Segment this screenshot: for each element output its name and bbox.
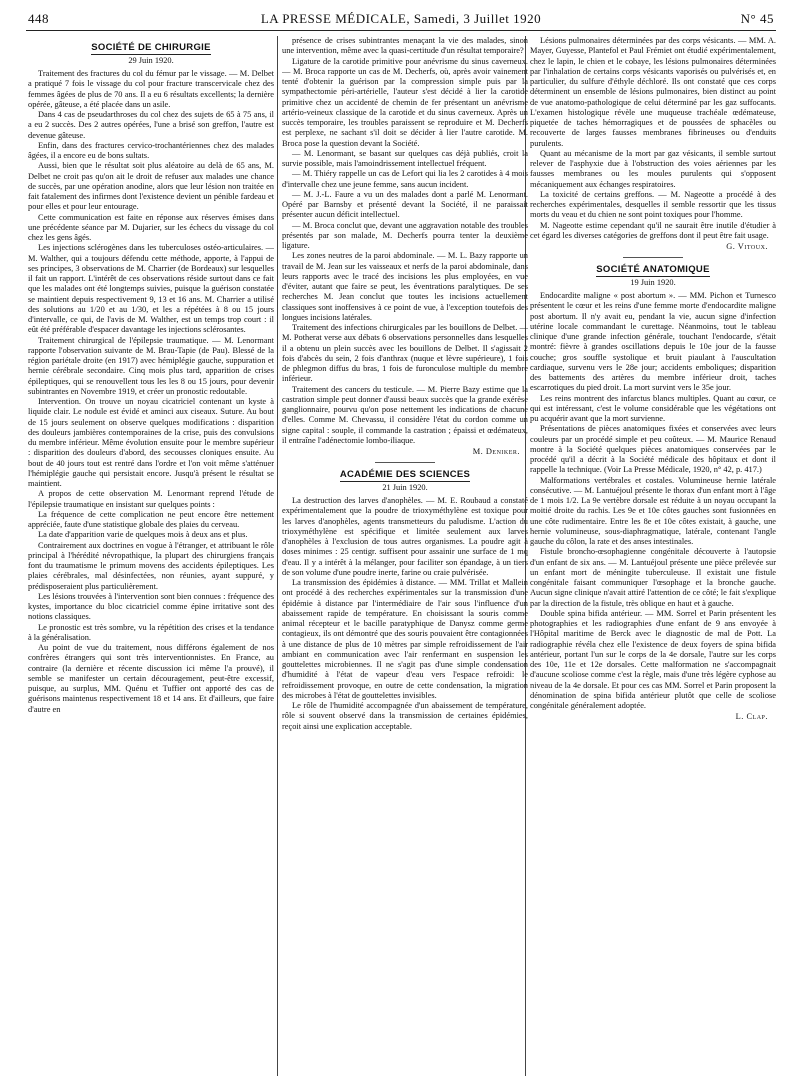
section-date: 21 Juin 1920. xyxy=(382,483,428,492)
paragraph: Traitement des fractures du col du fémur par le vissage. — M. Delbet a pratiqué 7 fois le vissage du col pour fracture transcervicale chez des femmes âgées de plus de 70 ans. Il a eu 6 résultats excellents; la dernière opérée, gâteuse, a été placée dans un asile. xyxy=(28,69,274,109)
paragraph: La date d'apparition varie de quelques mois à deux ans et plus. xyxy=(38,530,248,540)
page-number: 448 xyxy=(28,11,49,26)
author-signature: G. Vitoux. xyxy=(726,242,768,251)
paragraph: Traitement chirurgical de l'épilepsie traumatique. — M. Lenormant rapporte l'observation suivante de M. Brau-Tapie (de Pau). Blessé de la région pariétale droite (en 1917) avec hémiplégie gauche, suppuration et hernie cérébrale secondaire. Cinq mois plus tard, apparition de crises épileptiques, qui se renouvellent tous les les 8 ou 15 jours, pour devenir subintrantes en Novembre 1919, et créer un pronostic redoutable. xyxy=(28,335,274,396)
header-rule xyxy=(26,30,776,31)
paragraph: La transmission des épidémies à distance. — MM. Trillat et Mallein ont procédé à des recherches expérimentales sur la transmission d'une épidémie à distance par l'intermédiaire de l'air sous l'influence d'un abaissement rapide de température. En choisissant la souris comme animal récepteur et le bacille paratyphique de Danysz comme germe contagieux, ils ont démontré que des souris pouvaient être contagionnées à une distance de plus de 10 mètres par simple refroidissement de l'air ambiant en communication avec l'air renfermant en suspension les gouttelettes microbiennes. Il ne s'agit pas d'une simple condensation d'humidité à l'état de vapeur d'eau vers l'espace refroidi: le refroidissement provoque, en outre de cette condensation, la migration des microbes à l'état de gouttelettes invisibles. xyxy=(282,578,528,700)
paragraph: Fistule broncho-œsophagienne congénitale découverte à l'autopsie d'un enfant de six ans. — M. Lantuéjoul présente une pièce prélevée sur un enfant mort de méningite tuberculeuse. Il existait une fistule congénitale faisant communiquer l'œsophage et la bronche gauche. Aucun signe clinique n'avait attiré l'attention de ce côté; le fait s'explique par la direction de la fistule, très oblique en haut et à gauche. xyxy=(530,547,776,608)
paragraph: A propos de cette observation M. Lenormant reprend l'étude de l'épilepsie traumatique en insistant sur quelques points : xyxy=(28,489,274,509)
page-header xyxy=(28,11,774,31)
col3-body-2 xyxy=(530,291,776,711)
column-3 xyxy=(530,36,776,1076)
column-separator xyxy=(277,36,278,1076)
paragraph: Le rôle de l'humidité accompagnée d'un abaissement de température, rôle si souvent observé dans la transmission de certaines épidémies, reçoit ainsi une explication acceptable. xyxy=(282,701,528,731)
paragraph: Dans 4 cas de pseudarthroses du col chez des sujets de 65 à 75 ans, il a eu 2 succès. Des 2 autres opérées, l'une a brisé son greffon, l'autre est devenue gâteuse. xyxy=(28,110,274,140)
paragraph: Traitement des infections chirurgicales par les bouillons de Delbet. — M. Potherat verse aux débats 6 observations personnelles dans lesquelles il a obtenu un plein succès avec les bouillons de Delbet. Il s'agissait 2 fois d'abcès du sein, 2 fois d'anthrax (nuque et lèvre supérieure), 1 fois de phlegmon diffus du bras, 1 fois de furonculose multiple du membre inférieur. xyxy=(282,323,528,384)
paragraph: Enfin, dans des fractures cervico-trochantériennes chez des malades âgées, il a encore eu de bons sultats. xyxy=(28,140,274,160)
section-title: SOCIÉTÉ DE CHIRURGIE xyxy=(91,42,211,53)
section-title: ACADÉMIE DES SCIENCES xyxy=(339,469,471,480)
paragraph: — M. Broca conclut que, devant une aggravation notable des troubles présentés par son malade, M. Decherfs pourra tenter la deuxième ligature. xyxy=(282,220,528,250)
column-1 xyxy=(28,36,274,1076)
paragraph: Les reins montrent des infarctus blancs multiples. Quant au cœur, ce qui est intéressant, c'est le volume considérable que les végétations ont pu acquérir avant que la mort survienne. xyxy=(530,393,776,423)
col2-body xyxy=(282,36,528,446)
paragraph: Les lésions trouvées à l'intervention sont bien connues : fréquence des kystes, importance du bloc cicatriciel comme épine irritative sont des notions classiques. xyxy=(28,591,274,622)
paragraph: Présentations de pièces anatomiques fixées et conservées avec leurs couleurs par un procédé simple et peu coûteux. — M. Maurice Renaud montre à la Société quelques pièces anatomiques conservées par le procédé qu'il a décrit à la Société médicale des hôpitaux et dont il rappelle la technique. (Voir La Presse Médicale, 1920, n° 42, p. 417.) xyxy=(530,424,776,475)
paragraph: Quant au mécanisme de la mort par gaz vésicants, il semble surtout relever de l'asphyxie due à l'obstruction des voies aériennes par les fausses membranes ou les moules purulents qui s'opposent mécaniquement aux échanges respiratoires. xyxy=(530,148,776,189)
paragraph: Au point de vue du traitement, nous différons également de nos confrères étrangers qui sont très interventionnistes. En France, au contraire (la dernière et récente discussion ici même l'a prouvé), il semble se manifester un certain découragement, peut-être excessif, puisque, au surplus, MM. Quénu et Tuffier ont apporté des cas de guérisons maintenus respectivement 18 et 14 ans. Et d'ailleurs, que faire d'autre en xyxy=(28,643,274,714)
paragraph: Aussi, bien que le résultat soit plus aléatoire au delà de 65 ans, M. Delbet ne croit pas qu'on ait le droit de refuser aux malades une chance de succès, par une opération anodine, alors que leur lésion non traitée en fait fatalement des infirmes dont l'existence devient un pénible fardeau et pour elles et pour leur entourage. xyxy=(28,161,274,212)
paragraph: — M. Thiéry rappelle un cas de Lefort qui lia les 2 carotides à 4 mois d'intervalle chez une jeune femme, sans aucun incident. xyxy=(282,169,528,189)
journal-title: LA PRESSE MÉDICALE, Samedi, 3 Juillet 1920 xyxy=(260,11,542,26)
paragraph: Traitement des cancers du testicule. — M. Pierre Bazy estime que la castration simple peut donner d'aussi beaux succès que la grande exérèse ganglionnaire, pourvu qu'on pose nettement les indications de chacune d'elles. Comme M. Chevassu, il considère l'état du cordon comme un signe capital : souple, il commande la castration ; épaissi et œdémateux, il entraîne l'adénectomie lombo-iliaque. xyxy=(282,384,528,445)
author-signature: L. Clap. xyxy=(735,712,768,722)
col3-body xyxy=(530,36,776,241)
paragraph: Endocardite maligne « post abortum ». — MM. Pichon et Turnesco présentent le cœur et les reins d'une femme morte d'endocardite maligne post abortum. Il n'y avait eu, pendant la vie, aucun signe d'infection utérine locale commandant le curettage. Néanmoins, tout le tableau clinique d'une grande infection générale, touchant l'endocarde, s'était montré: fièvre à grandes oscillations depuis le 10e jour de la fausse couche; gros souffle systolique et bruit piaulant à l'auscultation cardiaque, survenu vers le 28e jour; accidents emboliques; disparition des battements des artères du membre inférieur droit, taches escarrotiques du pied droit. La mort survint vers le 35e jour. xyxy=(530,291,776,393)
issue-number: N° 45 xyxy=(740,11,774,26)
paragraph: La toxicité de certains greffons. — M. Nageotte a procédé à des recherches expérimentales, desquelles il semble ressortir que les tissus morts du veau et du chien ne sont point toxiques pour l'homme. xyxy=(530,189,776,220)
paragraph: — M. Lenormant, se basant sur quelques cas déjà publiés, croit la survie possible, mais l'amoindrissement intellectuel fréquent. xyxy=(282,148,528,168)
paragraph: Le pronostic est très sombre, vu la répétition des crises et la tendance à la généralisation. xyxy=(28,622,274,642)
paragraph: présence de crises subintrantes menaçant la vie des malades, sinon une intervention, même avec la quasi-certitude d'un résultat temporaire? xyxy=(282,36,528,56)
author-signature: M. Deniker. xyxy=(472,447,520,456)
paragraph: Contrairement aux doctrines en vogue à l'étranger, et attribuant le rôle principal à l'hérédité névropathique, la plupart des chirurgiens français font du traumatisme le primum movens des accidents épileptiques. Les plaies cérébrales, mal désinfectées, non réunies, ayant suppuré, y prédisposeraient plus particulièrement. xyxy=(28,540,274,591)
paragraph: Les zones neutres de la paroi abdominale. — M. L. Bazy rapporte un travail de M. Jean sur les vaisseaux et nerfs de la paroi abdominale, dans leurs rapports avec le tracé des incisions les plus employées, en vue d'éviter, autant que faire se peut, les éventrations paralytiques. De ses recherches M. Jean conclut que toutes les incisions actuellement classiques sont inoffensives à ce point de vue, à l'exception toutefois des longues incisions latérales. xyxy=(282,251,528,322)
section-divider xyxy=(623,257,683,258)
paragraph: Ligature de la carotide primitive pour anévrisme du sinus caverneux. — M. Broca rapporte un cas de M. Decherfs, où, après avoir vainement tenté d'obtenir la guérison par la compression simple puis par la sympathectomie péri-artérielle, l'auteur s'est décidé à lier la carotide primitive chez un accidenté de chemin de fer présentant un anévrisme artério-veineux classique de la carotide et du sinus caverneux. Après un succès temporaire, les troubles paraissent se reproduire et M. Decherfs est perplexe, ne sachant s'il doit se décider à lier l'autre carotide. M. Broca pose la question devant la Société. xyxy=(282,56,528,148)
col1-body xyxy=(28,69,274,715)
column-2 xyxy=(282,36,528,1076)
section-divider xyxy=(375,462,435,463)
paragraph: M. Nageotte estime cependant qu'il ne saurait être inutile d'étudier à cet égard les diverses catégories de greffons dont il peut être fait usage. xyxy=(530,220,776,240)
paragraph: — M. J.-L. Faure a vu un des malades dont a parlé M. Lenormant. Opéré par Barnsby et présenté devant la Société, il ne paraissait présenter aucun déficit intellectuel. xyxy=(282,189,528,220)
col2-body-2 xyxy=(282,496,528,732)
paragraph: Double spina bifida antérieur. — MM. Sorrel et Parin présentent les photographies et les radiographies d'une enfant de 9 ans envoyée à l'Hôpital maritime de Berck avec le diagnostic de mal de Pott. La radiographie révéla chez elle l'existence de deux foyers de spina bifida antérieur, portant l'un sur le corps de la 4e dorsale, l'autre sur les corps des 10e, 11e et 12e dorsales. Cette malformation ne s'accompagnait d'aucune scoliose comme c'est la règle, mais d'une très légère cyphose au niveau de la 4e dorsale. Et pour ces cas MM. Sorrel et Parin proposent la dénomination de spina bifida antérieur plutôt que celle de scoliose congénitale généralement adoptée. xyxy=(530,608,776,710)
paragraph: La destruction des larves d'anophèles. — M. E. Roubaud a constaté expérimentalement que la poudre de trioxyméthylène est toxique pour les larves d'anophèles, agents transmetteurs du paludisme. L'action du trioxyméthylène est spécifique et limitée seulement aux larves d'anophèles à l'exclusion de tous autres organismes. La poudre agit à doses minimes : 25 centigr. suffisent pour assainir une surface de 1 mq d'eau. Il y a intérêt à la mélanger, pour faciliter son épandage, à un tiers de son volume d'une poudre inerte, farine ou craie pulvérisée. xyxy=(282,496,528,577)
paragraph: Les injections sclérogènes dans les tuberculoses ostéo-articulaires. — M. Walther, qui a toujours défendu cette méthode, apporte, à l'appui de ses principes, 3 observations de M. Charrier (de Bordeaux) sur lesquelles il fait un rapport. L'intérêt de ces observations réside surtout dans ce fait que les malades ont été longtemps suivies, puisque la guérison constatée se maintient depuis respectivement 9, 13 et 16 ans. M. Charrier a utilisé des solutions au 1/20 et au 1/30, et les a répétées à 8 ou 15 jours d'intervalle, ce qui, de l'avis de M. Walther, est un temps trop court : il eût été préférable d'espacer davantage les injections sclérosantes. xyxy=(28,243,274,335)
paragraph: Malformations vertébrales et costales. Volumineuse hernie latérale consécutive. — M. Lantuéjoul présente le thorax d'un enfant mort à l'âge de 1 mois 1/2. La 9e vertèbre dorsale est réduite à un noyau occupant la moitié droite du rachis. Les 9e et 10e côtes gauches sont fusionnées en une côte rudimentaire. Entre les 8e et 10e côtes existait, à gauche, une hernie volumineuse, sous-diaphragmatique, latérale, contenant l'angle gauche du côlon, la rate et des anses intestinales. xyxy=(530,475,776,546)
section-date: 29 Juin 1920. xyxy=(128,56,174,65)
paragraph: Intervention. On trouve un noyau cicatriciel contenant un kyste à liquide clair. Le nodule est évidé et aminci aux ciseaux. Suture. Au bout de 15 jours seulement on observe quelques modifications : disparition des douleurs jambières contemporaines de la crise, puis des convulsions du membre inférieur. Même évolution ensuite pour le membre supérieur : disparition des douleurs d'abord, des secousses cloniques ensuite. Au bout de 40 jours tout est rentré dans l'ordre et l'on voit même s'atténuer l'hémiplégie gauche qui persistait encore. Jusqu'à présent le résultat se maintient. xyxy=(28,397,274,488)
paragraph: Lésions pulmonaires déterminées par des corps vésicants. — MM. A. Mayer, Guyesse, Plantefol et Paul Frémiet ont étudié expérimentalement, chez le lapin, le chien et le cobaye, les lésions pulmonaires déterminées par l'inhalation de certains corps vésicants vaporisés ou pulvérisés et, en particulier, du sulfure d'éthyle déchloré. Ils ont constaté que ces corps déterminent un ensemble de lésions pulmonaires, bien distinct au point de vue anatomo-pathologique de celui déterminé par les gaz suffocants. L'examen histologique révèle une muqueuse trachéale œdémateuse, piquetée de taches hémorragiques et de poussées de sphacèles ou recouverte de larges fausses membranes fibrineuses ou d'enduits purulents. xyxy=(530,36,776,148)
paragraph: Cette communication est faite en réponse aux réserves émises dans une précédente séance par M. Dujarier, sur les échecs du vissage du col chez les gens âgés. xyxy=(28,212,274,242)
section-title: SOCIÉTÉ ANATOMIQUE xyxy=(596,264,710,275)
section-date: 19 Juin 1920. xyxy=(630,278,676,287)
paragraph: La fréquence de cette complication ne peut encore être nettement appréciée, faute d'une statistique globale des plaies du cerveau. xyxy=(28,509,274,529)
